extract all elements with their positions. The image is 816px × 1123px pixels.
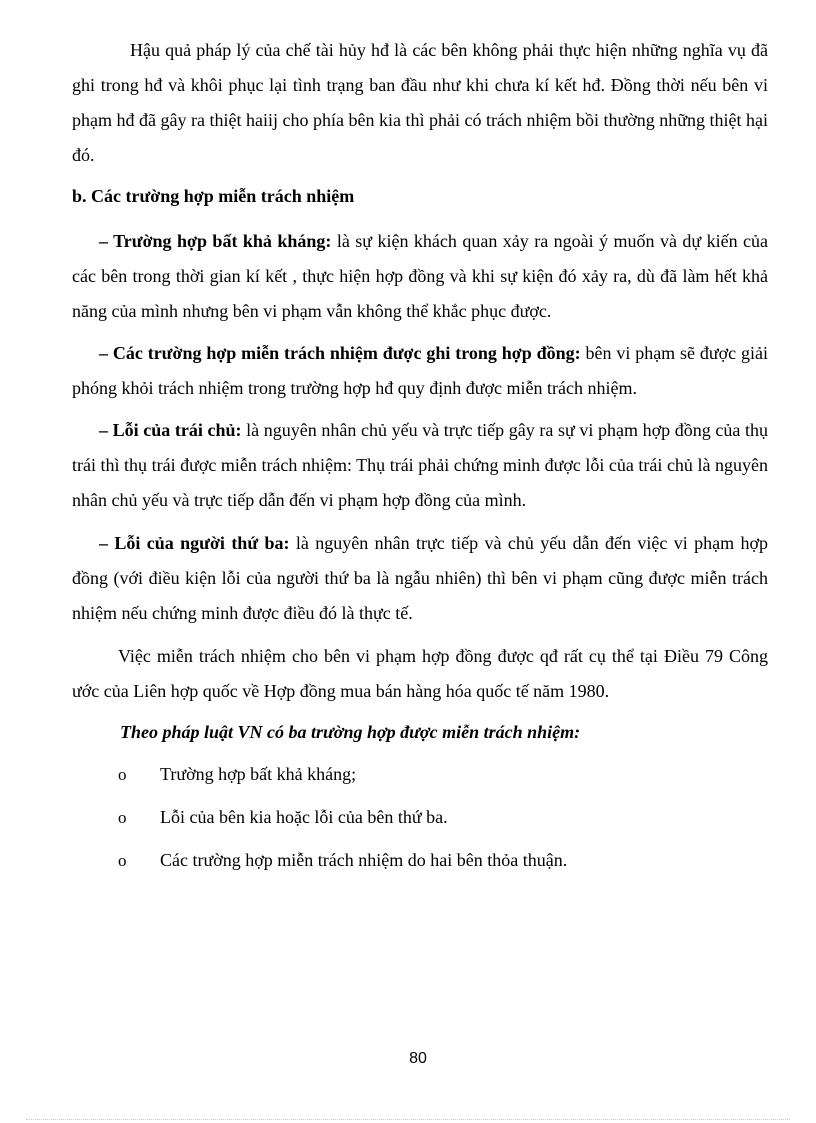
paragraph-third-party-fault xyxy=(72,526,768,631)
italic-heading-vn-law: Theo pháp luật VN có ba trường hợp được miễn trách nhiệm: xyxy=(120,722,581,742)
bullet-text: Trường hợp bất khả kháng; xyxy=(160,764,357,784)
label-third-party-fault: – Lỗi của người thứ ba: xyxy=(99,533,290,553)
bullet-circle-icon: o xyxy=(118,808,127,827)
label-creditor-fault: – Lỗi của trái chủ: xyxy=(99,420,242,440)
bullet-circle-icon: o xyxy=(118,765,127,784)
bullet-text: Lỗi của bên kia hoặc lỗi của bên thứ ba. xyxy=(160,807,448,827)
page-number: 80 xyxy=(409,1050,427,1067)
label-force-majeure: – Trường hợp bất khả kháng: xyxy=(99,231,332,251)
paragraph-contract-exemption xyxy=(72,336,768,406)
text-force-majeure: là sự kiện khách quan xảy ra ngoài ý muốn và dự kiến của các bên trong thời gian kí kết , thực hiện hợp đồng và khi sự kiện đó xảy ra, dù đã làm hết khả năng của mình nhưng bên vi phạm vẫn không thể khắc phục được. xyxy=(72,231,769,321)
text-creditor-fault: là nguyên nhân chủ yếu và trực tiếp gây ra sự vi phạm hợp đồng của thụ trái thì thụ trái được miễn trách nhiệm: Thụ trái phải chứng minh được lỗi của trái chủ là nguyên nhân chủ yếu và trực tiếp dẫn đến vi phạm hợp đồng của mình. xyxy=(72,420,769,510)
paragraph-creditor-fault xyxy=(72,413,768,518)
text-third-party-fault: là nguyên nhân trực tiếp và chủ yếu dẫn đến việc vi phạm hợp đồng (với điều kiện lỗi của người thứ ba là ngẫu nhiên) thì bên vi phạm cũng được miễn trách nhiệm nếu chứng minh được điều đó là thực tế. xyxy=(72,533,768,623)
bullet-item xyxy=(118,843,567,878)
label-contract-exemption: – Các trường hợp miễn trách nhiệm được ghi trong hợp đồng: xyxy=(99,343,581,363)
paragraph-cisg-article-79: Việc miễn trách nhiệm cho bên vi phạm hợp đồng được qđ rất cụ thể tại Điều 79 Công ước của Liên hợp quốc về Hợp đồng mua bán hàng hóa quốc tế năm 1980. xyxy=(72,646,768,701)
footer-divider xyxy=(26,1119,790,1120)
text-contract-exemption: bên vi phạm sẽ được giải phóng khỏi trách nhiệm trong trường hợp hđ quy định được miễn trách nhiệm. xyxy=(72,343,768,398)
bullet-circle-icon: o xyxy=(118,851,127,870)
bullet-text: Các trường hợp miễn trách nhiệm do hai bên thỏa thuận. xyxy=(160,850,568,870)
paragraph-force-majeure xyxy=(72,224,768,329)
bullet-item xyxy=(118,757,356,792)
section-heading-b: b. Các trường hợp miễn trách nhiệm xyxy=(72,186,355,206)
paragraph-legal-consequence: Hậu quả pháp lý của chế tài hủy hđ là các bên không phải thực hiện những nghĩa vụ đã ghi trong hđ và khôi phục lại tình trạng ban đầu như khi chưa kí kết hđ. Đồng thời nếu bên vi phạm hđ đã gây ra thiệt haiij cho phía bên kia thì phải có trách nhiệm bồi thường những thiệt hại đó. xyxy=(72,40,768,165)
bullet-item xyxy=(118,800,448,835)
